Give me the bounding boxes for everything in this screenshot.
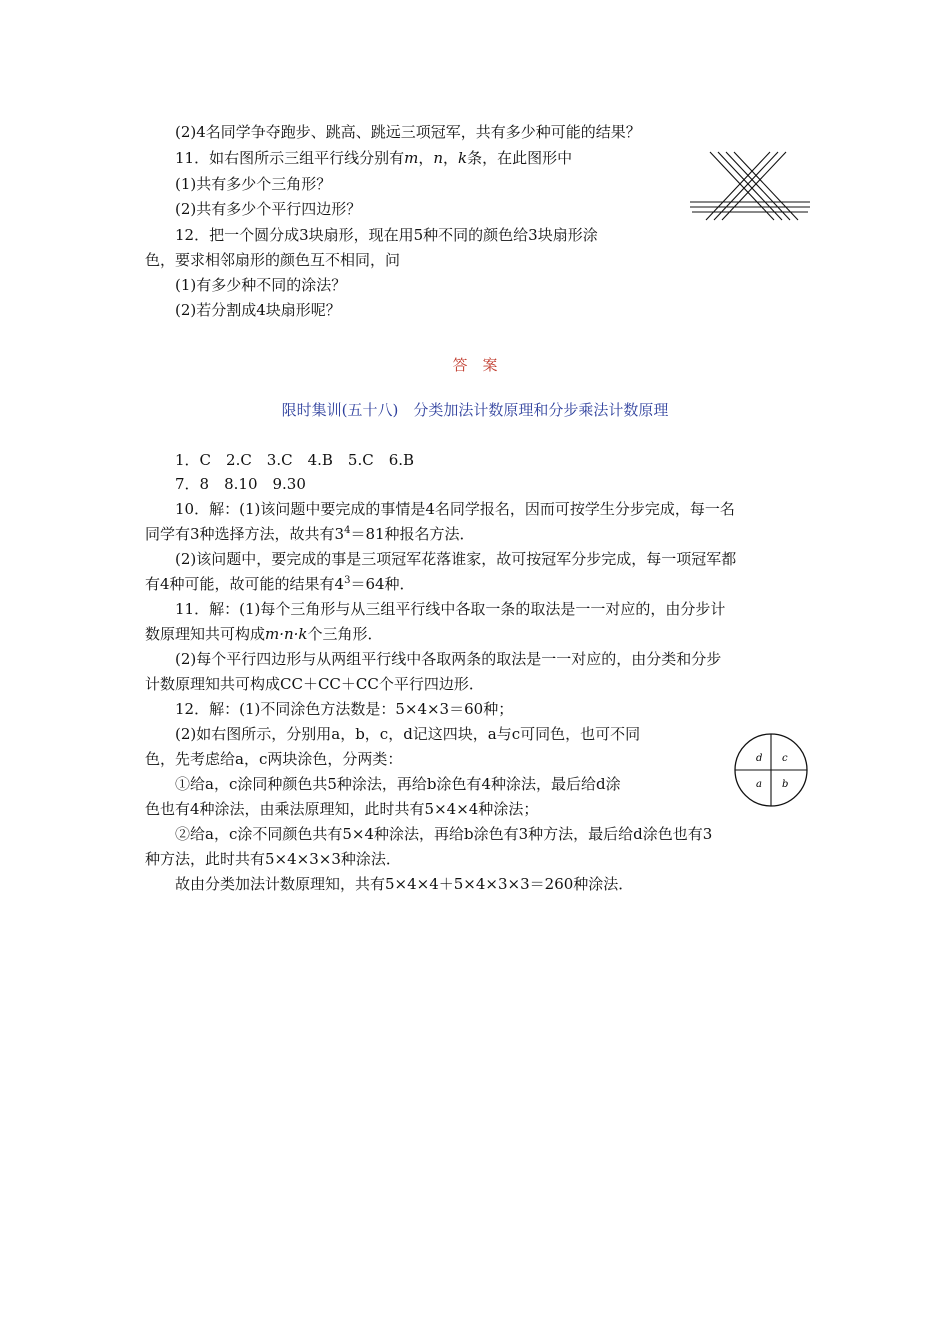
q10-part2: (2)4名同学争夺跑步、跳高、跳远三项冠军，共有多少种可能的结果？ — [175, 123, 641, 141]
a12-line7: 种方法，此时共有5×4×3×3种涂法． — [145, 850, 401, 868]
q11-stem-end: 条，在此图形中 — [467, 149, 573, 167]
var-m: m — [404, 149, 419, 167]
diagonal-line — [722, 152, 786, 220]
diagonal-line — [710, 152, 774, 220]
diagonal-line — [706, 152, 770, 220]
var-n: n — [433, 149, 444, 167]
a11-line1: 11．解：(1)每个三角形与从三组平行线中各取一条的取法是一一对应的，由分步计 — [175, 600, 726, 618]
a12-line5: 色也有4种涂法，由乘法原理知，此时共有5×4×4种涂法； — [145, 800, 539, 818]
mc-answers-1: 1．C 2.C 3.C 4.B 5.C 6.B — [175, 451, 415, 469]
a12-line4: ①给a，c涂同种颜色共5种涂法，再给b涂色有4种涂法，最后给d涂 — [175, 775, 621, 793]
a10-line2-text: 同学有3种选择方法，故共有3 — [145, 525, 345, 543]
a10-line3: (2)该问题中，要完成的事是三项冠军花落谁家，故可按冠军分步完成，每一项冠军都 — [175, 550, 737, 568]
mc-answers-2: 7．8 8.10 9.30 — [175, 475, 306, 493]
a11-line2-text: 数原理知共可构成 — [145, 625, 266, 643]
q12-stem-1: 12．把一个圆分成3块扇形，现在用5种不同的颜色给3块扇形涂 — [175, 226, 598, 244]
q11-part2: (2)共有多少个平行四边形？ — [175, 200, 362, 218]
q11-part1: (1)共有多少个三角形？ — [175, 175, 332, 193]
sector-label-a: a — [756, 779, 762, 790]
a11-expression: m·n·k — [265, 625, 308, 643]
exponent: 4 — [344, 525, 351, 536]
q11-stem: 11．如右图所示三组平行线分别有m，n，k条，在此图形中 — [175, 149, 573, 167]
q12-part1: (1)有多少种不同的涂法？ — [175, 276, 347, 294]
a10-line4-text: 有4种可能，故可能的结果有4 — [145, 575, 345, 593]
q12-stem-2: 色，要求相邻扇形的颜色互不相同，问 — [145, 251, 401, 269]
q12-part2: (2)若分割成4块扇形呢？ — [175, 301, 341, 319]
diagonal-line — [718, 152, 782, 220]
a12-line8: 故由分类加法计数原理知，共有5×4×4＋5×4×3×3＝260种涂法． — [175, 875, 634, 893]
a12-line1: 12．解：(1)不同涂色方法数是：5×4×3＝60种； — [175, 700, 514, 718]
parallel-lines-figure — [690, 150, 810, 222]
a11-line2 — [145, 624, 383, 644]
q11-stem-text: 11．如右图所示三组平行线分别有 — [175, 149, 405, 167]
a12-line2: (2)如右图所示，分别用a，b，c，d记这四块，a与c可同色，也可不同 — [175, 725, 641, 743]
a11-line2-end: 个三角形． — [307, 625, 383, 643]
answers-heading: 答 案 — [452, 356, 498, 374]
diagonal-line — [726, 152, 790, 220]
a10-line1: 10．解：(1)该问题中要完成的事情是4名同学报名，因而可按学生分步完成，每一名 — [175, 500, 735, 518]
diagonal-line — [714, 152, 778, 220]
answers-subheading: 限时集训(五十八) 分类加法计数原理和分步乘法计数原理 — [281, 401, 669, 419]
a10-line2-end: ＝81种报名方法． — [350, 525, 475, 543]
a10-line4 — [145, 574, 415, 594]
four-sector-circle-figure — [732, 731, 810, 809]
a11-line4: 计数原理知共可构成CC＋CC＋CC个平行四边形． — [145, 675, 484, 693]
a11-line3: (2)每个平行四边形与从两组平行线中各取两条的取法是一一对应的，由分类和分步 — [175, 650, 722, 668]
sector-label-c: c — [782, 753, 788, 764]
a12-line6: ②给a，c涂不同颜色共有5×4种涂法，再给b涂色有3种方法，最后给d涂色也有3 — [175, 825, 713, 843]
diagonal-line — [734, 152, 798, 220]
sector-label-b: b — [782, 779, 789, 790]
a12-line3: 色，先考虑给a，c两块涂色，分两类： — [145, 750, 403, 768]
exponent: 3 — [344, 575, 351, 586]
sector-label-d: d — [756, 753, 763, 764]
var-k: k — [458, 149, 468, 167]
a10-line2 — [145, 524, 475, 544]
a10-line4-end: ＝64种． — [350, 575, 415, 593]
